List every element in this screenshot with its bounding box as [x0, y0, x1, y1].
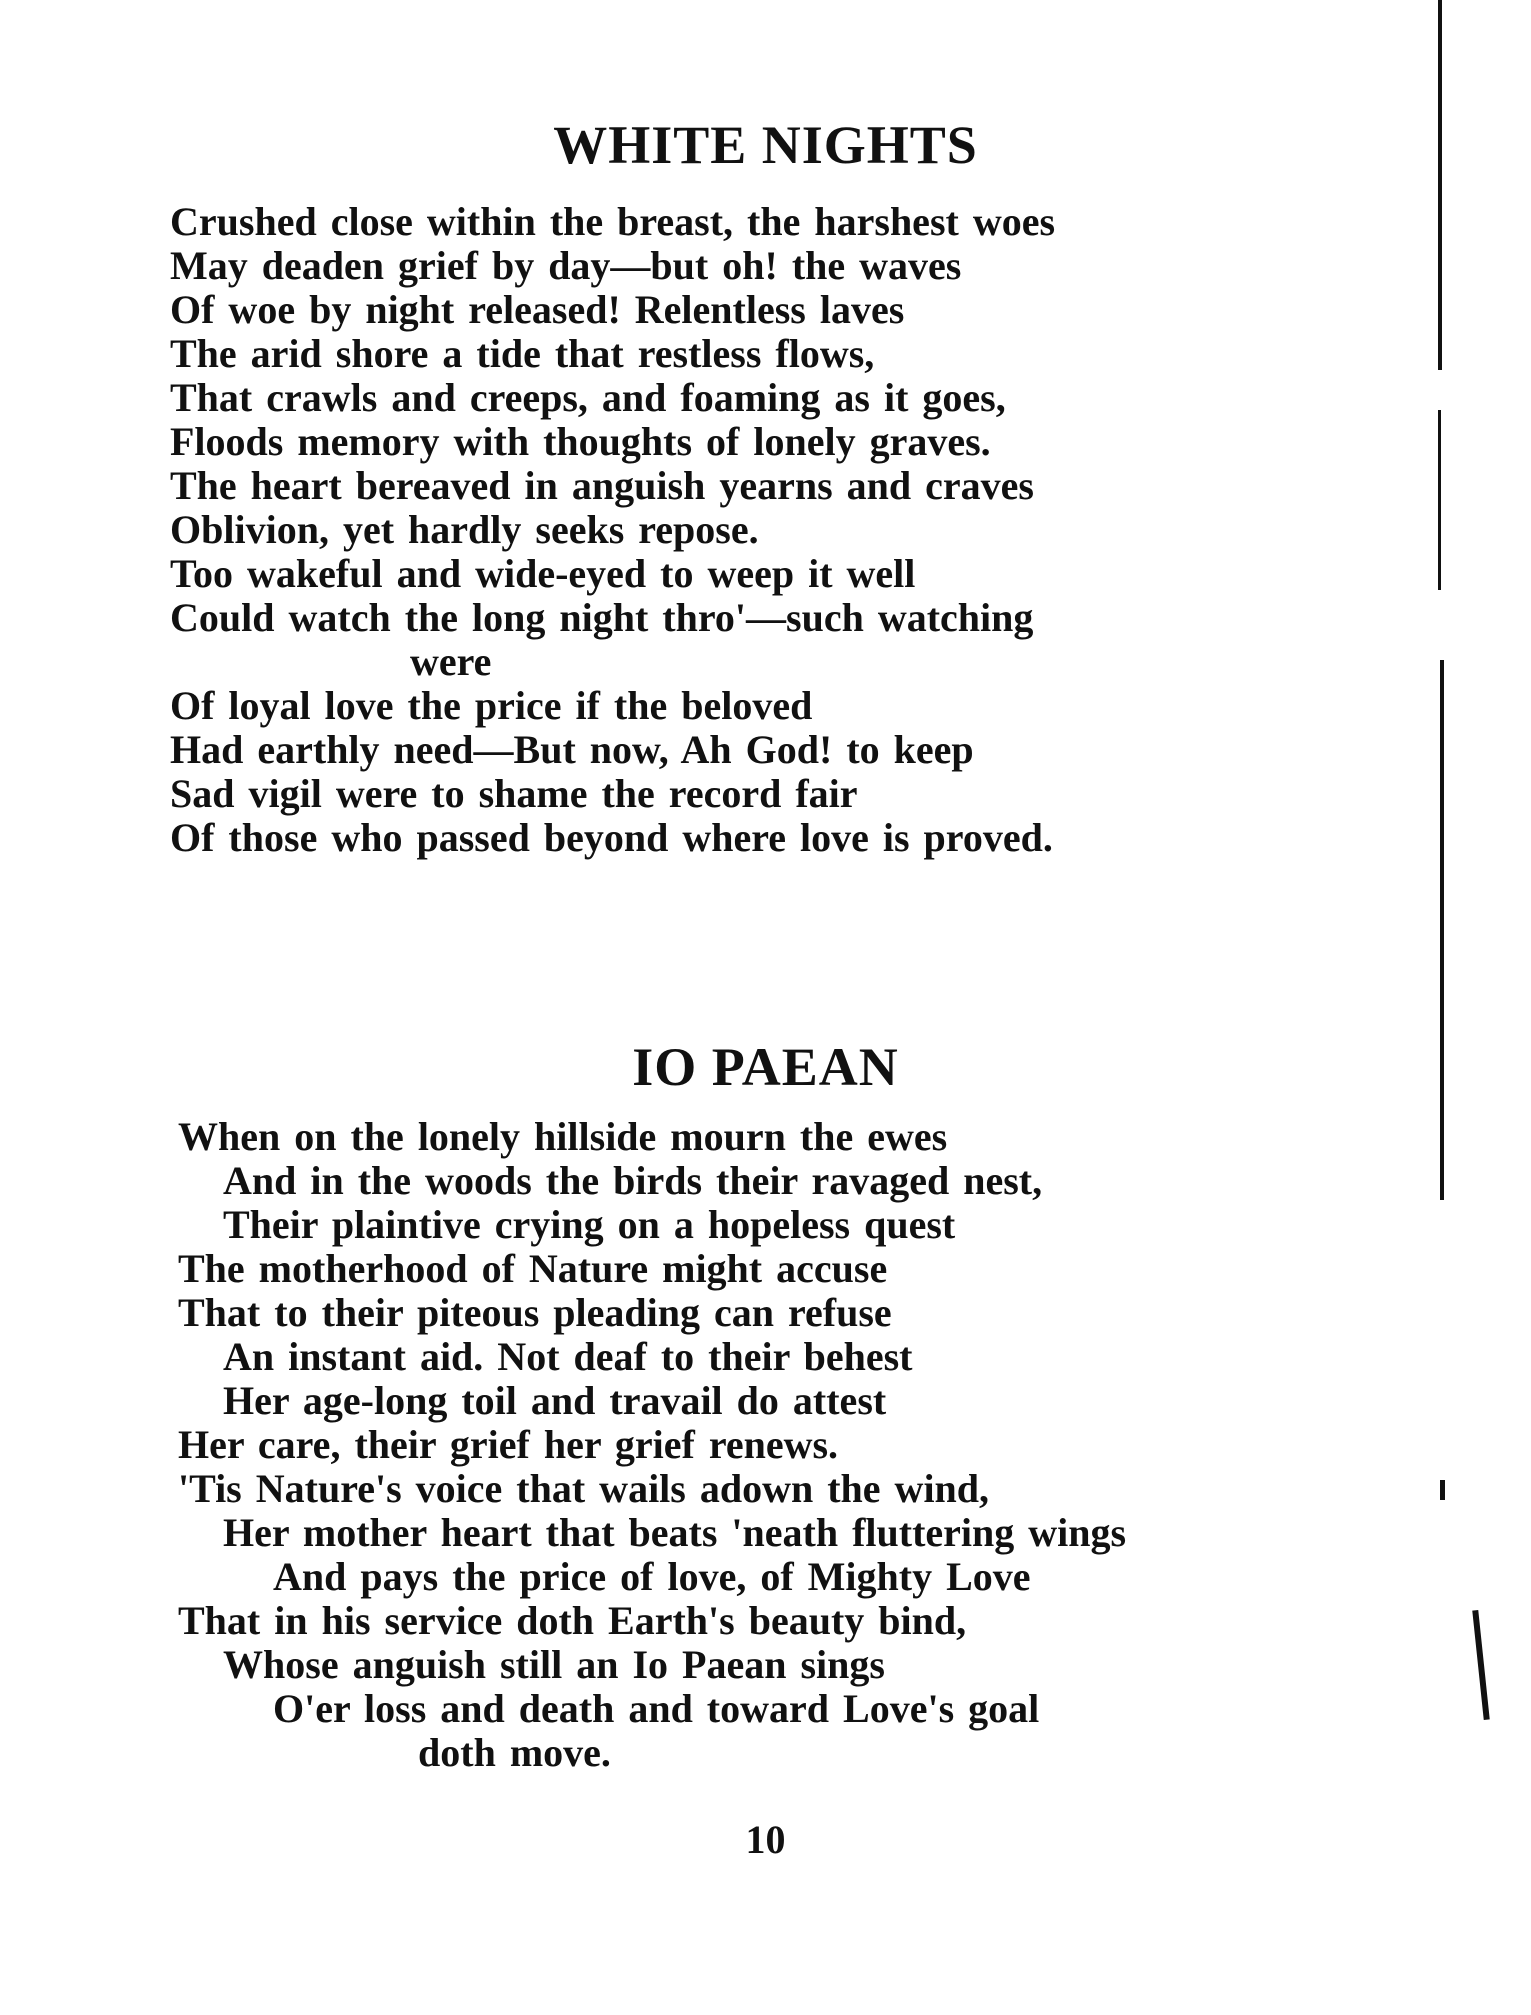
poem-line: Crushed close within the breast, the harshest woes — [170, 199, 1056, 244]
poem-line: The heart bereaved in anguish yearns and craves — [170, 463, 1034, 508]
poem-line: When on the lonely hillside mourn the ewes — [178, 1114, 948, 1159]
poem-line: 'Tis Nature's voice that wails adown the wind, — [178, 1466, 990, 1511]
poem-line: Of woe by night released! Relentless laves — [170, 287, 905, 332]
scan-edge-line — [1438, 0, 1442, 370]
poem-line: Of loyal love the price if the beloved — [170, 683, 813, 728]
poem-line: And in the woods the birds their ravaged nest, — [223, 1158, 1043, 1203]
poem-line-continuation: doth move. — [418, 1730, 611, 1775]
scan-edge-line — [1472, 1610, 1489, 1720]
poem-line: Of those who passed beyond where love is proved. — [170, 815, 1053, 860]
poem-line: Too wakeful and wide-eyed to weep it well — [170, 551, 916, 596]
poem-line: Her age-long toil and travail do attest — [223, 1378, 887, 1423]
poem-line: Her care, their grief her grief renews. — [178, 1422, 839, 1467]
poem-line: Had earthly need—But now, Ah God! to keep — [170, 727, 974, 772]
poem-line: And pays the price of love, of Mighty Love — [273, 1554, 1031, 1599]
poem-line: The arid shore a tide that restless flows, — [170, 331, 875, 376]
poem-line: An instant aid. Not deaf to their behest — [223, 1334, 913, 1379]
poem-line: Whose anguish still an Io Paean sings — [223, 1642, 885, 1687]
poem-line: O'er loss and death and toward Love's goal — [273, 1686, 1040, 1731]
poem-io-paean — [178, 1115, 1398, 1775]
poem-title-io-paean: IO PAEAN — [632, 1037, 899, 1097]
scan-edge-line — [1440, 1480, 1445, 1500]
poem-line: That in his service doth Earth's beauty bind, — [178, 1598, 967, 1643]
scan-edge-line — [1440, 660, 1444, 1200]
poem-line-continuation: were — [410, 639, 492, 684]
page-number: 10 — [745, 1817, 786, 1862]
poem-line: That to their piteous pleading can refuse — [178, 1290, 892, 1335]
poem-title-white-nights: WHITE NIGHTS — [553, 115, 978, 175]
poem-line: Could watch the long night thro'—such watching — [170, 595, 1034, 640]
poem-line: Floods memory with thoughts of lonely graves. — [170, 419, 991, 464]
poem-line: Sad vigil were to shame the record fair — [170, 771, 858, 816]
poem-line: Her mother heart that beats 'neath fluttering wings — [223, 1510, 1127, 1555]
poem-line: That crawls and creeps, and foaming as it goes, — [170, 375, 1006, 420]
poem-line: Oblivion, yet hardly seeks repose. — [170, 507, 759, 552]
poem-white-nights — [170, 200, 1390, 860]
scan-edge-line — [1438, 410, 1441, 590]
poem-line: Their plaintive crying on a hopeless quest — [223, 1202, 956, 1247]
poem-line: The motherhood of Nature might accuse — [178, 1246, 888, 1291]
poem-line: May deaden grief by day—but oh! the waves — [170, 243, 962, 288]
